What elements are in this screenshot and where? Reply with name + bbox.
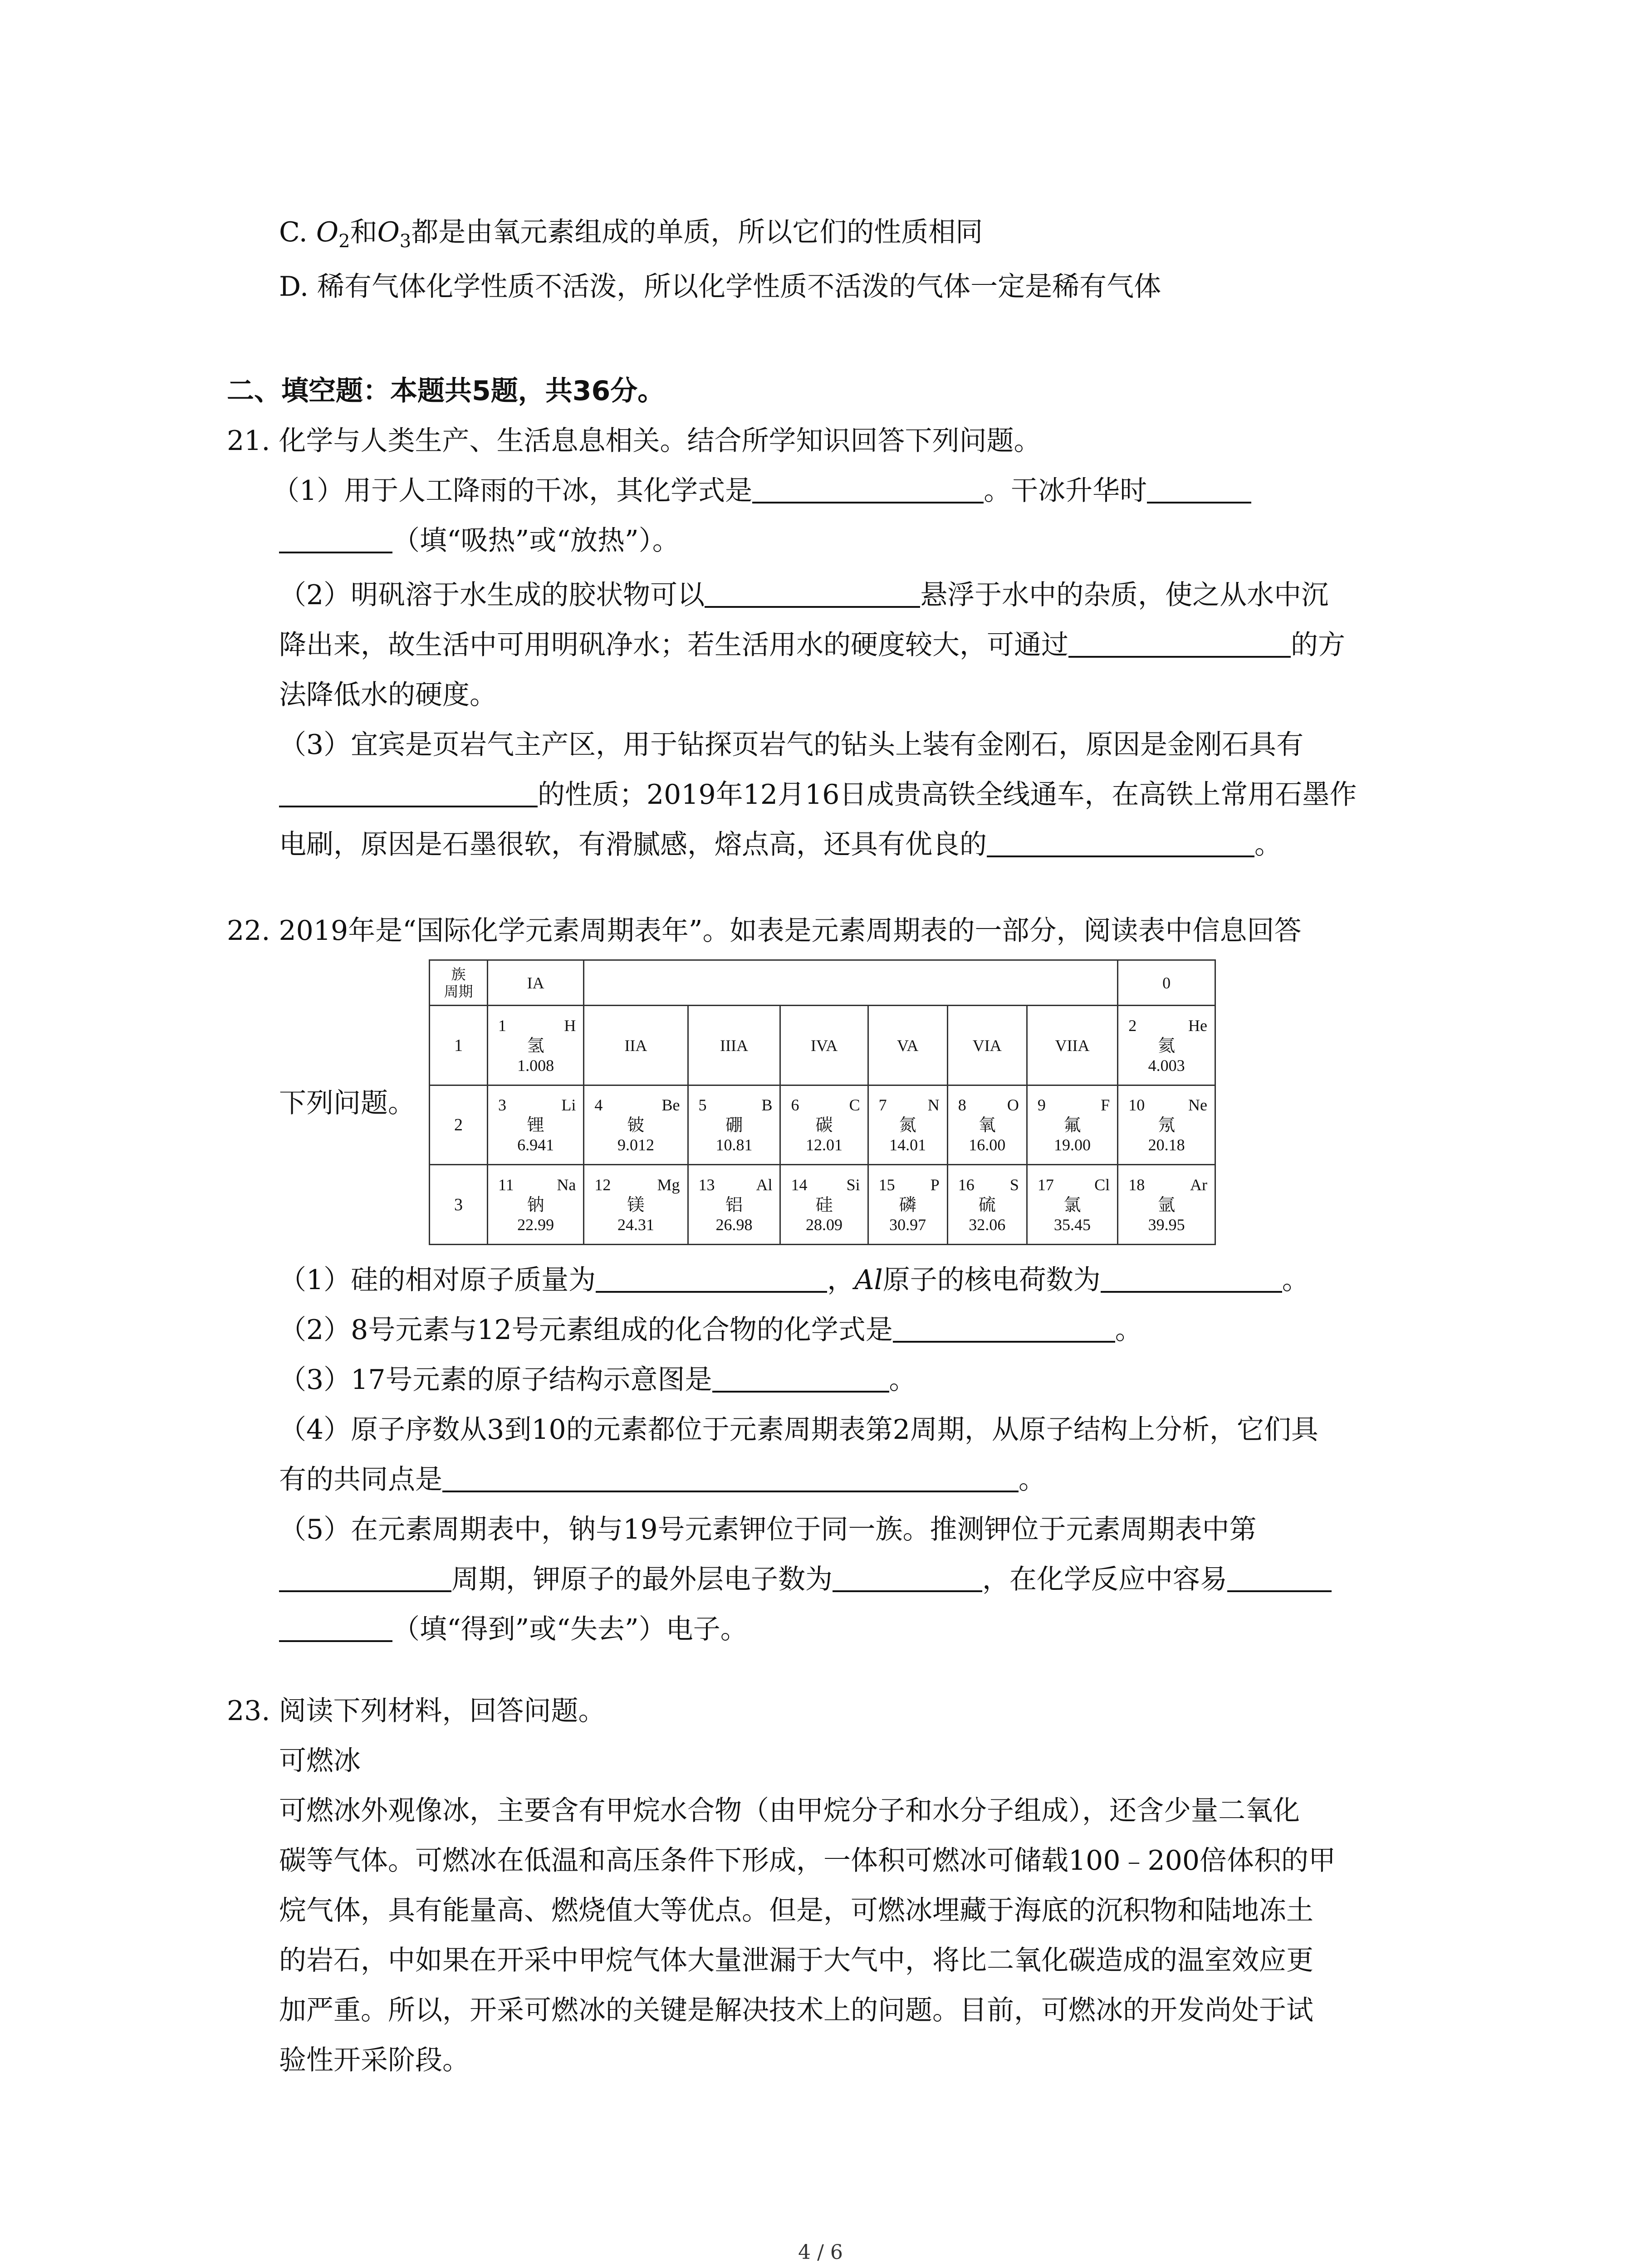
answer-blank[interactable] [442, 1463, 1019, 1492]
answer-blank[interactable] [279, 1613, 392, 1642]
group-header: VIA [947, 1006, 1027, 1085]
answer-blank[interactable] [752, 474, 984, 503]
passage-line: 验性开采阶段。 [279, 2044, 470, 2076]
period-label: 1 [430, 1006, 488, 1085]
group-header: IA [488, 960, 584, 1006]
element-cell-be: 4 Be 铍 9.012 [584, 1085, 688, 1165]
answer-blank[interactable] [1147, 474, 1251, 503]
element-cell-o: 8 O 氧 16.00 [947, 1085, 1027, 1165]
element-cell-ne: 10 Ne 氖 20.18 [1118, 1085, 1215, 1165]
q22-part1: （1）硅的相对原子质量为 ，Al原子的核电荷数为 。 [279, 1264, 1309, 1296]
answer-blank[interactable] [987, 828, 1254, 857]
group-header: IVA [780, 1006, 868, 1085]
q21-part1-line1: （1）用于人工降雨的干冰，其化学式是 。干冰升华时 [272, 472, 1251, 510]
page-number: 4 / 6 [798, 2241, 843, 2264]
element-cell-na: 11 Na 钠 22.99 [488, 1165, 584, 1245]
answer-blank[interactable] [833, 1563, 982, 1592]
q22-part4-line1: （4）原子序数从3到10的元素都位于元素周期表第2周期，从原子结构上分析，它们具 [279, 1414, 1318, 1446]
answer-blank[interactable] [1068, 629, 1291, 658]
q22-part2: （2）8号元素与12号元素组成的化合物的化学式是 。 [279, 1314, 1142, 1346]
q21-stem: 21. 化学与人类生产、生活息息相关。结合所学知识回答下列问题。 [227, 425, 1041, 457]
element-cell-li: 3 Li 锂 6.941 [488, 1085, 584, 1165]
passage-line: 可燃冰外观像冰，主要含有甲烷水合物（由甲烷分子和水分子组成），还含少量二氧化 [279, 1795, 1300, 1827]
passage-line: 加严重。所以，开采可燃冰的关键是解决技术上的问题。目前，可燃冰的开发尚处于试 [279, 1994, 1313, 2026]
q22-part3: （3）17号元素的原子结构示意图是 。 [279, 1364, 916, 1396]
passage-line: 碳等气体。可燃冰在低温和高压条件下形成，一体积可燃冰可储载100﹣200倍体积的甲 [279, 1845, 1336, 1877]
answer-blank[interactable] [712, 1364, 889, 1393]
element-cell-ar: 18 Ar 氩 39.95 [1118, 1165, 1215, 1245]
periodic-table [429, 959, 1216, 1245]
answer-blank[interactable] [893, 1314, 1115, 1343]
passage-line: 烷气体，具有能量高、燃烧值大等优点。但是，可燃冰埋藏于海底的沉积物和陆地冻土 [279, 1895, 1313, 1926]
q21-part3-line1: （3）宜宾是页岩气主产区，用于钻探页岩气的钻头上装有金刚石，原因是金刚石具有 [279, 729, 1304, 761]
q21-part2-line1: （2）明矾溶于水生成的胶状物可以 悬浮于水中的杂质，使之从水中沉 [279, 579, 1329, 611]
q22-stem: 22. 2019年是“国际化学元素周期表年”。如表是元素周期表的一部分，阅读表中信息回答 [227, 915, 1302, 947]
element-cell-al: 13 Al 铝 26.98 [688, 1165, 780, 1245]
period-label: 2 [430, 1085, 488, 1165]
element-cell-b: 5 B 硼 10.81 [688, 1085, 780, 1165]
option-d: D. 稀有气体化学性质不活泼，所以化学性质不活泼的气体一定是稀有气体 [279, 271, 1161, 303]
element-cell-n: 7 N 氮 14.01 [868, 1085, 947, 1165]
element-cell-c: 6 C 碳 12.01 [780, 1085, 868, 1165]
q22-part5-line2: 周期，钾原子的最外层电子数为 ，在化学反应中容易 [279, 1560, 1332, 1598]
group-header: IIA [584, 1006, 688, 1085]
passage-title: 可燃冰 [279, 1745, 361, 1777]
element-cell-he: 2 He 氦 4.003 [1118, 1006, 1215, 1085]
answer-blank[interactable] [279, 1563, 451, 1592]
element-cell-s: 16 S 硫 32.06 [947, 1165, 1027, 1245]
element-cell-cl: 17 Cl 氯 35.45 [1027, 1165, 1117, 1245]
q22-part4-line2: 有的共同点是 。 [279, 1464, 1046, 1496]
q22-part5-line3: （填“得到”或“失去”）电子。 [279, 1610, 748, 1648]
answer-blank[interactable] [1101, 1264, 1282, 1293]
group-header: 0 [1118, 960, 1215, 1006]
answer-blank[interactable] [705, 579, 920, 608]
q21-part2-line2: 降出来，故生活中可用明矾净水；若生活用水的硬度较大，可通过 的方 [279, 629, 1345, 661]
table-corner-cell: 族 周期 [430, 960, 488, 1006]
blank-header-cell [584, 960, 1118, 1006]
group-header: IIIA [688, 1006, 780, 1085]
period-label: 3 [430, 1165, 488, 1245]
q22-stem-cont: 下列问题。 [279, 1087, 415, 1119]
answer-blank[interactable] [279, 778, 538, 807]
passage-line: 的岩石，中如果在开采中甲烷气体大量泄漏于大气中，将比二氧化碳造成的温室效应更 [279, 1945, 1313, 1976]
section-heading: 二、填空题：本题共5题，共36分。 [227, 375, 665, 407]
element-cell-f: 9 F 氟 19.00 [1027, 1085, 1117, 1165]
answer-blank[interactable] [1227, 1563, 1332, 1592]
element-cell-mg: 12 Mg 镁 24.31 [584, 1165, 688, 1245]
group-header: VIIA [1027, 1006, 1117, 1085]
q21-part3-line2: 的性质；2019年12月16日成贵高铁全线通车，在高铁上常用石墨作 [279, 776, 1357, 814]
element-cell-si: 14 Si 硅 28.09 [780, 1165, 868, 1245]
group-header: VA [868, 1006, 947, 1085]
option-c: C. $O_2$和$O_3$都是由氧元素组成的单质，所以它们的性质相同 [279, 216, 983, 252]
answer-blank[interactable] [596, 1264, 827, 1293]
element-cell-h: 1 H 氢 1.008 [488, 1006, 584, 1085]
q22-part5-line1: （5）在元素周期表中，钠与19号元素钾位于同一族。推测钾位于元素周期表中第 [279, 1514, 1257, 1545]
element-cell-p: 15 P 磷 30.97 [868, 1165, 947, 1245]
q21-part3-line3: 电刷，原因是石墨很软，有滑腻感，熔点高，还具有优良的 。 [279, 829, 1282, 860]
q21-part1-line2: （填“吸热”或“放热”）。 [279, 522, 680, 560]
q23-stem: 23. 阅读下列材料，回答问题。 [227, 1695, 606, 1727]
answer-blank[interactable] [279, 524, 392, 553]
q21-part2-line3: 法降低水的硬度。 [279, 679, 497, 711]
